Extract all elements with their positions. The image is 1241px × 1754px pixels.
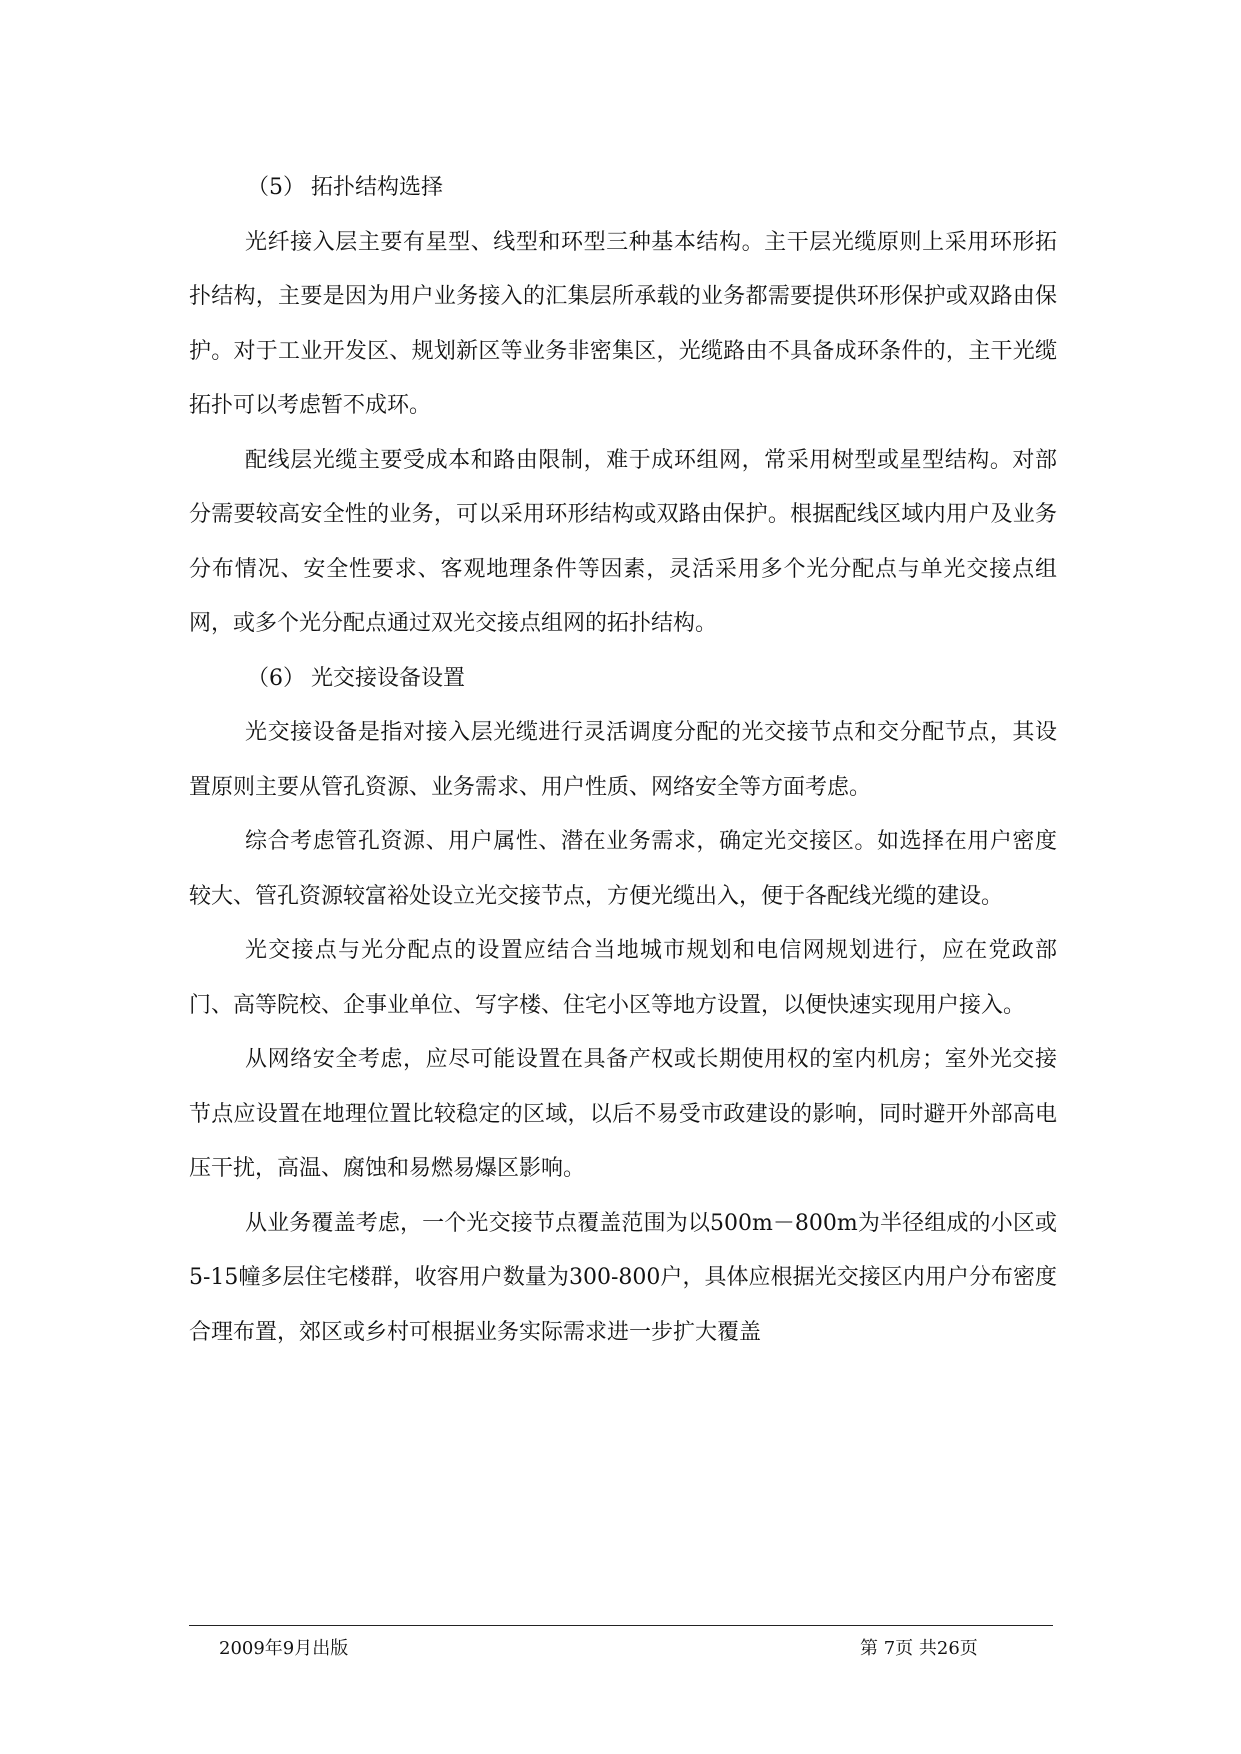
footer-publish-date: 2009年9月出版 <box>219 1638 349 1659</box>
footer-page-number: 第 7页 共26页 <box>860 1638 978 1659</box>
section-number: （6） <box>247 665 305 691</box>
paragraph: 从网络安全考虑，应尽可能设置在具备产权或长期使用权的室内机房；室外光交接节点应设置在地理位置比较稳定的区域，以后不易受市政建设的影响，同时避开外部高电压干扰，高温、腐蚀和易燃易爆区影响。 <box>189 1047 1057 1181</box>
section-number: （5） <box>247 175 305 200</box>
section-title: 拓扑结构选择 <box>311 175 444 200</box>
section-title: 光交接设备设置 <box>311 665 466 691</box>
paragraph: 配线层光缆主要受成本和路由限制，难于成环组网，常采用树型或星型结构。对部分需要较高安全性的业务，可以采用环形结构或双路由保护。根据配线区域内用户及业务分布情况、安全性要求、客观地理条件等因素，灵活采用多个光分配点与单光交接点组网，或多个光分配点通过双光交接点组网的拓扑结构。 <box>189 447 1057 636</box>
document-body <box>189 161 1057 1360</box>
footer-divider <box>189 1625 1053 1626</box>
paragraph: 综合考虑管孔资源、用户属性、潜在业务需求，确定光交接区。如选择在用户密度较大、管孔资源较富裕处设立光交接节点，方便光缆出入，便于各配线光缆的建设。 <box>189 829 1057 909</box>
section-heading-6 <box>189 652 1057 707</box>
paragraph: 光交接点与光分配点的设置应结合当地城市规划和电信网规划进行，应在党政部门、高等院校、企事业单位、写字楼、住宅小区等地方设置，以便快速实现用户接入。 <box>189 938 1057 1018</box>
section-heading-5 <box>189 161 1057 216</box>
paragraph: 光纤接入层主要有星型、线型和环型三种基本结构。主干层光缆原则上采用环形拓扑结构，主要是因为用户业务接入的汇集层所承载的业务都需要提供环形保护或双路由保护。对于工业开发区、规划新区等业务非密集区，光缆路由不具备成环条件的，主干光缆拓扑可以考虑暂不成环。 <box>189 229 1057 418</box>
paragraph: 光交接设备是指对接入层光缆进行灵活调度分配的光交接节点和交分配节点，其设置原则主要从管孔资源、业务需求、用户性质、网络安全等方面考虑。 <box>189 720 1057 800</box>
paragraph: 从业务覆盖考虑，一个光交接节点覆盖范围为以500m－800m为半径组成的小区或5-15幢多层住宅楼群，收容用户数量为300-800户，具体应根据光交接区内用户分布密度合理布置，郊区或乡村可根据业务实际需求进一步扩大覆盖 <box>189 1210 1057 1345</box>
